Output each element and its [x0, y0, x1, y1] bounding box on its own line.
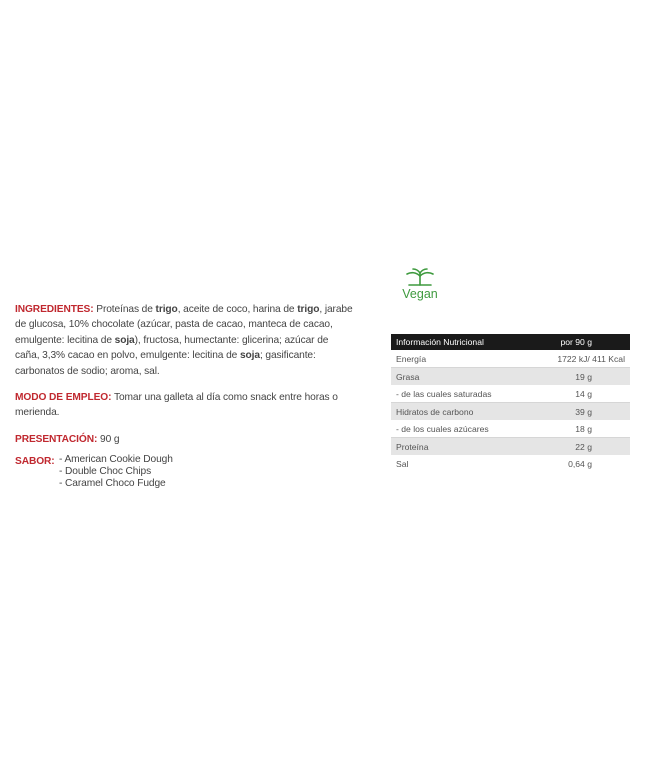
ingredients-text: , aceite de coco, harina de [177, 304, 298, 315]
nutrient-name: Grasa [391, 368, 529, 386]
presentation-paragraph [15, 432, 355, 447]
nutrition-row [391, 455, 630, 472]
ingredients-text: ), fructosa, humectante: glicerina; azúcar de caña, 3,3% cacao en polvo, emulgente: lecitina de [15, 334, 329, 362]
nutrient-value: 19 g [529, 368, 630, 386]
vegan-badge [398, 266, 442, 301]
nutrition-table [391, 334, 630, 472]
nutrition-row [391, 438, 630, 456]
vegan-sprout-icon [403, 266, 437, 286]
nutrition-header-title: Información Nutricional [391, 334, 529, 350]
nutrient-name: - de las cuales saturadas [391, 385, 529, 403]
ingredients-text: Proteínas de [93, 304, 156, 315]
ingredients-text: , jarabe de glucosa, 10% chocolate (azúcar, pasta de cacao, manteca de cacao, emulgente: lecitina de [15, 304, 353, 346]
allergen-soja: soja [114, 334, 135, 346]
nutrition-row [391, 385, 630, 403]
nutrient-name: - de los cuales azúcares [391, 420, 529, 438]
ingredients-paragraph [15, 302, 355, 379]
nutrition-row [391, 403, 630, 421]
flavor-list [59, 454, 173, 490]
nutrient-value: 0,64 g [568, 458, 592, 469]
nutrient-value: 22 g [529, 438, 630, 456]
allergen-trigo: trigo [155, 304, 178, 315]
flavor-item: - Double Choc Chips [59, 466, 152, 478]
allergen-trigo: trigo [297, 304, 320, 315]
presentation-label: PRESENTACIÓN: [15, 433, 98, 445]
nutrition-header-unit: por 90 g [529, 334, 630, 350]
flavor-section [15, 454, 355, 490]
usage-text: Tomar una galleta al día como snack entre horas o merienda. [15, 392, 338, 419]
nutrition-row [391, 368, 630, 386]
nutrient-value: 39 g [529, 403, 630, 421]
nutrient-name: Sal [396, 458, 409, 469]
nutrient-name: Proteína [391, 438, 529, 456]
allergen-soja: soja [239, 350, 260, 362]
flavor-label: SABOR: [15, 456, 55, 468]
nutrition-row [391, 420, 630, 438]
ingredients-text: ; gasificante: carbonatos de sodio; aroma, sal. [15, 350, 316, 377]
vegan-label: Vegan [402, 287, 438, 301]
flavor-item: - Caramel Choco Fudge [59, 478, 166, 490]
nutrient-name: Hidratos de carbono [391, 403, 529, 421]
usage-label: MODO DE EMPLEO: [15, 392, 112, 404]
product-info [15, 302, 355, 490]
nutrition-row [391, 350, 630, 368]
usage-paragraph [15, 390, 355, 421]
nutrient-value: 1722 kJ/ 411 Kcal [529, 350, 630, 368]
nutrition-header-row [391, 334, 630, 350]
flavor-item: - American Cookie Dough [59, 454, 173, 466]
ingredients-label: INGREDIENTES: [15, 304, 94, 315]
presentation-text: 90 g [97, 433, 120, 445]
nutrient-value: 18 g [529, 420, 630, 438]
nutrient-name: Energía [391, 350, 529, 368]
nutrient-value: 14 g [529, 385, 630, 403]
